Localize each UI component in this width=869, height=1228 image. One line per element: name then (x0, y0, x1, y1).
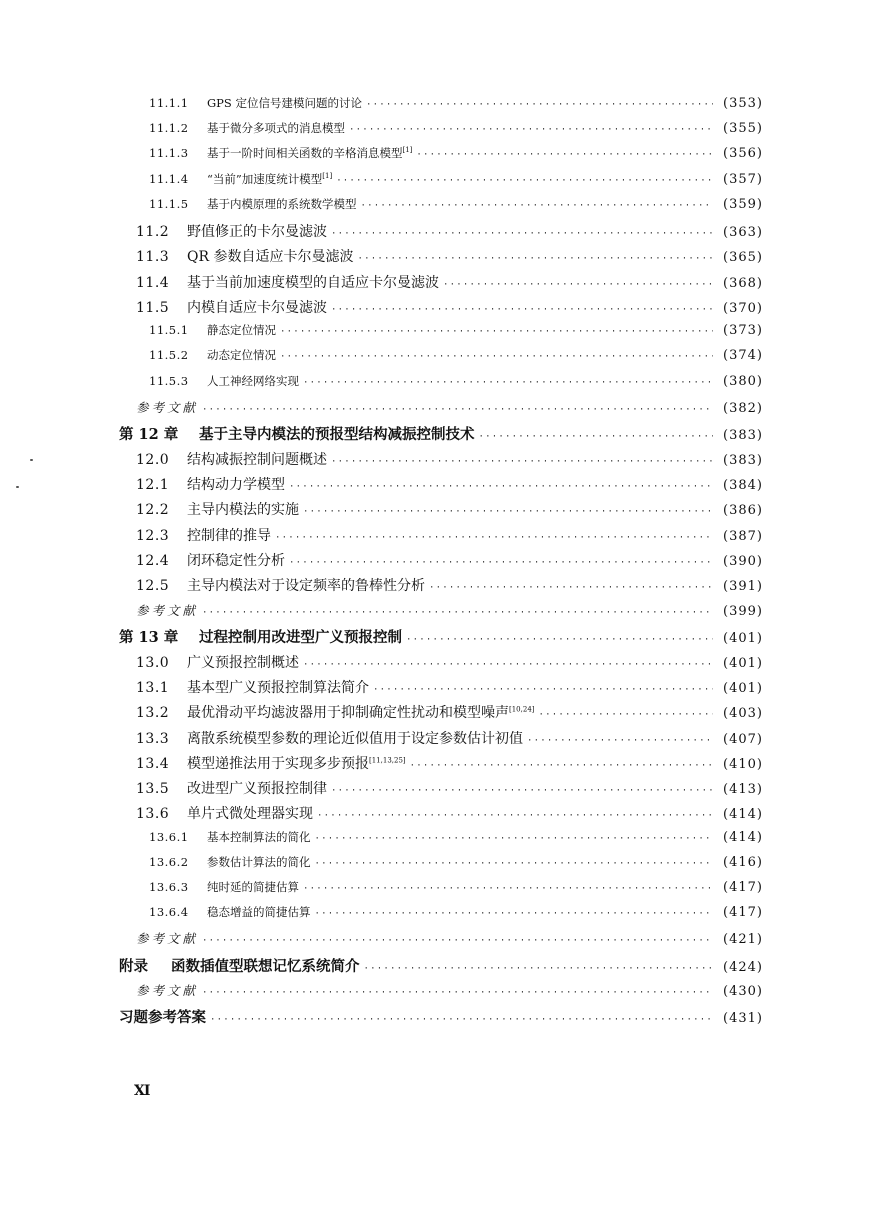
toc-entry-number: 11.1.5 (149, 196, 189, 211)
toc-entry-page: (417) (723, 905, 763, 921)
scan-speck (30, 459, 33, 461)
dot-leader (315, 834, 714, 844)
toc-entry-title-text: 改进型广义预报控制律 (187, 781, 327, 798)
citation-superscript: [1] (322, 171, 333, 180)
toc-entry-page: (407) (723, 731, 763, 747)
toc-entry-title (207, 904, 315, 920)
toc-entry-title-text: 结构动力学模型 (187, 477, 285, 494)
toc-entry (119, 499, 763, 524)
toc-entry-number: 12.2 (136, 502, 170, 519)
toc-entry-title-text: 基于内模原理的系统数学模型 (207, 196, 357, 211)
toc-entry-title-text: 闭环稳定性分析 (187, 552, 285, 569)
toc-entry-page: (357) (723, 171, 763, 187)
dot-leader (303, 507, 713, 517)
toc-entry (119, 95, 763, 120)
dot-leader (303, 660, 713, 670)
dot-leader (202, 936, 713, 946)
toc-entry-number: 12.0 (136, 451, 170, 468)
toc-entry-page: (399) (723, 603, 763, 619)
toc-entry (119, 1006, 763, 1032)
toc-entry (119, 297, 763, 322)
dot-leader (315, 859, 714, 869)
toc-entry-number: 12.4 (136, 552, 170, 569)
toc-entry-title-text: GPS 定位信号建模问题的讨论 (207, 96, 362, 110)
toc-entry (119, 803, 763, 828)
toc-entry-number: 11.1.1 (149, 96, 189, 110)
dot-leader (373, 685, 713, 695)
toc-entry-title-text: 最优滑动平均滤波器用于抑制确定性扰动和模型噪声 (187, 705, 509, 722)
dot-leader (202, 988, 713, 998)
toc-entry-page: (431) (723, 1011, 763, 1027)
toc-entry-title (187, 499, 303, 519)
toc-entry (119, 373, 763, 398)
toc-entry-page: (414) (723, 829, 763, 845)
dot-leader (331, 457, 713, 467)
toc-entry (119, 601, 763, 627)
toc-entry (119, 904, 763, 929)
toc-entry-page: (401) (723, 655, 763, 671)
toc-entry-page: (383) (723, 428, 763, 444)
toc-entry-number: 11.5 (136, 299, 170, 316)
toc-entry-number: 13.4 (136, 755, 170, 772)
dot-leader (289, 558, 713, 568)
toc-entry-title-text: 静态定位情况 (207, 323, 276, 338)
toc-entry-number: 11.5.3 (149, 373, 189, 388)
toc-entry-number: 第 12 章 (119, 426, 179, 444)
toc-entry-title-text: 广义预报控制概述 (187, 654, 299, 671)
toc-entry-title-text: 基于一阶时间相关函数的辛格消息模型 (207, 146, 403, 161)
toc-entry-title-text: 过程控制用改进型广义预报控制 (199, 629, 402, 647)
dot-leader (315, 909, 714, 919)
toc-entry-title (136, 929, 202, 947)
toc-entry-page: (414) (723, 807, 763, 823)
toc-entry-title (187, 677, 373, 697)
toc-entry-title (187, 449, 331, 469)
dot-leader (429, 583, 713, 593)
dot-leader (331, 229, 713, 239)
toc-entry-page: (386) (723, 503, 763, 519)
toc-entry-page: (416) (723, 854, 763, 870)
dot-leader (289, 482, 713, 492)
toc-entry-page: (359) (723, 196, 763, 212)
toc-entry-number: 13.2 (136, 705, 170, 722)
toc-entry-title (187, 550, 289, 570)
toc-entry-number: 13.6.4 (149, 905, 189, 920)
toc-entry-page: (424) (723, 959, 763, 975)
toc-entry-number: 11.4 (136, 274, 170, 291)
toc-entry-title-text: 参考文献 (136, 931, 199, 947)
toc-entry-page: (391) (723, 579, 763, 595)
dot-leader (479, 432, 714, 442)
toc-entry (119, 753, 763, 778)
toc-entry-page: (403) (723, 706, 763, 722)
scan-speck (16, 486, 19, 488)
dot-leader (361, 201, 714, 211)
toc-entry-number: 第 13 章 (119, 629, 179, 647)
toc-entry-title (187, 272, 443, 292)
toc-entry-title (187, 474, 289, 494)
toc-entry (119, 398, 763, 424)
toc-entry (119, 778, 763, 803)
dot-leader (210, 1015, 713, 1025)
toc-entry-page: (384) (723, 478, 763, 494)
toc-entry-number: 13.6.2 (149, 854, 189, 869)
citation-superscript: [10,24] (509, 705, 535, 714)
toc-entry-title-text: 离散系统模型参数的理论近似值用于设定参数估计初值 (187, 730, 523, 747)
toc-entry (119, 171, 763, 196)
toc-entry-title (119, 1006, 210, 1027)
dot-leader (275, 533, 713, 543)
toc-entry-page: (430) (723, 983, 763, 999)
toc-entry-number: 13.6 (136, 806, 170, 823)
dot-leader (349, 125, 713, 135)
dot-leader (280, 352, 713, 362)
toc-entry (119, 246, 763, 271)
toc-entry-title-text: 习题参考答案 (119, 1009, 206, 1027)
dot-leader (527, 736, 713, 746)
toc-entry-title (187, 221, 331, 241)
toc-entry-title-text: 参数估计算法的简化 (207, 854, 311, 869)
toc-entry-page: (382) (723, 400, 763, 416)
toc-entry-number: 13.6.1 (149, 829, 189, 844)
toc-entry-title (187, 246, 357, 266)
toc-entry-title-text: 模型递推法用于实现多步预报 (187, 755, 369, 772)
toc-entry-page: (374) (723, 348, 763, 364)
dot-leader (406, 635, 713, 645)
toc-entry (119, 120, 763, 145)
toc-entry-title-text: 参考文献 (136, 602, 199, 618)
toc-entry-title-text: 基本控制算法的简化 (207, 829, 311, 844)
toc-entry-title (207, 171, 336, 187)
toc-entry-number: 11.2 (136, 223, 170, 240)
toc-entry-title (187, 753, 410, 773)
toc-entry-page: (363) (723, 224, 763, 240)
toc-entry-title (187, 575, 429, 595)
toc-entry-title-text: 参考文献 (136, 982, 199, 998)
toc-entry-title (136, 601, 202, 619)
toc-entry-title-text: 控制律的推导 (187, 527, 271, 544)
toc-entry-page: (413) (723, 782, 763, 798)
dot-leader (331, 786, 713, 796)
toc-entry-number: 11.5.1 (149, 323, 189, 338)
toc-entry-page: (368) (723, 275, 763, 291)
dot-leader (317, 811, 713, 821)
toc-entry (119, 525, 763, 550)
toc-entry-number: 13.3 (136, 730, 170, 747)
toc-entry-page: (410) (723, 756, 763, 772)
toc-entry (119, 575, 763, 600)
toc-entry (119, 196, 763, 221)
dot-leader (366, 100, 713, 110)
toc-entry-number: 11.1.4 (149, 171, 189, 186)
toc-entry-title (207, 120, 349, 136)
toc-entry-title-text: 基于当前加速度模型的自适应卡尔曼滤波 (187, 274, 439, 291)
toc-entry (119, 854, 763, 879)
dot-leader (303, 884, 713, 894)
toc-entry (119, 322, 763, 347)
toc-entry-title (207, 145, 416, 161)
toc-entry-page: (401) (723, 631, 763, 647)
toc-entry-page: (370) (723, 300, 763, 316)
toc-entry (119, 347, 763, 372)
toc-entry-page: (390) (723, 553, 763, 569)
toc-entry-title-text: 人工神经网络实现 (207, 373, 299, 388)
toc-entry-page: (421) (723, 932, 763, 948)
dot-leader (202, 405, 713, 415)
toc-entry-title-text: 野值修正的卡尔曼滤波 (187, 223, 327, 240)
toc-entry-title (136, 398, 202, 416)
toc-entry-number: 13.1 (136, 679, 170, 696)
toc-entry-title (199, 423, 479, 444)
toc-entry (119, 929, 763, 955)
citation-superscript: [1] (402, 146, 413, 155)
toc-entry-number: 13.0 (136, 654, 170, 671)
toc-entry-number: 11.1.3 (149, 146, 189, 161)
toc-entry-title-text: 稳态增益的简捷估算 (207, 905, 311, 920)
toc-entry-number: 11.5.2 (149, 348, 189, 363)
toc-entry-page: (355) (723, 121, 763, 137)
dot-leader (331, 305, 713, 315)
toc-entry (119, 728, 763, 753)
dot-leader (443, 280, 713, 290)
toc-entry-title (207, 373, 303, 389)
toc-entry-page: (365) (723, 250, 763, 266)
toc-entry-number: 12.5 (136, 578, 170, 595)
toc-entry-number: 12.3 (136, 527, 170, 544)
dot-leader (539, 710, 713, 720)
toc-entry (119, 449, 763, 474)
toc-entry-title-text: 单片式微处理器实现 (187, 806, 313, 823)
toc-entry-title (207, 879, 303, 895)
dot-leader (336, 176, 713, 186)
toc-entry-page: (417) (723, 880, 763, 896)
dot-leader (416, 150, 713, 160)
toc-entry (119, 702, 763, 727)
toc-entry-number: 13.5 (136, 781, 170, 798)
toc-entry-title (207, 322, 280, 338)
toc-entry-title (207, 347, 280, 363)
dot-leader (303, 378, 713, 388)
toc-entry-page: (387) (723, 528, 763, 544)
toc-entry-page: (380) (723, 373, 763, 389)
toc-entry (119, 550, 763, 575)
toc-entry (119, 879, 763, 904)
toc-entry-number: 11.1.2 (149, 121, 189, 136)
toc-entry-title (187, 778, 331, 798)
toc-entry-title-text: 函数插值型联想记忆系统简介 (171, 957, 360, 975)
toc-entry-title (171, 955, 364, 976)
toc-entry-title-text: 基本型广义预报控制算法简介 (187, 679, 369, 696)
toc-entry (119, 677, 763, 702)
toc-entry-page: (373) (723, 323, 763, 339)
toc-entry-title (187, 803, 317, 823)
toc-entry-page: (401) (723, 680, 763, 696)
dot-leader (364, 964, 714, 974)
toc-entry-number: 附录 (119, 957, 148, 975)
table-of-contents (119, 95, 763, 1032)
toc-entry-title (199, 626, 406, 647)
citation-superscript: [11,13,25] (369, 756, 406, 765)
toc-entry (119, 626, 763, 652)
toc-entry-title-text: 主导内模法对于设定频率的鲁棒性分析 (187, 578, 425, 595)
page-number: XI (134, 1083, 150, 1099)
toc-entry-number: 13.6.3 (149, 880, 189, 895)
toc-entry (119, 474, 763, 499)
toc-entry-title (187, 525, 275, 545)
toc-entry (119, 145, 763, 170)
dot-leader (202, 608, 713, 618)
toc-entry-title-text: “当前”加速度统计模型 (207, 171, 323, 186)
toc-entry-title (207, 854, 315, 870)
toc-entry-page: (353) (723, 96, 763, 111)
toc-entry-page: (356) (723, 146, 763, 162)
toc-entry-number: 12.1 (136, 477, 170, 494)
toc-entry-title (187, 297, 331, 317)
toc-entry-title-text: 纯时延的简捷估算 (207, 880, 299, 895)
toc-entry (119, 829, 763, 854)
toc-entry-title-text: 动态定位情况 (207, 348, 276, 363)
toc-entry-title-text: QR 参数自适应卡尔曼滤波 (187, 249, 354, 266)
toc-entry (119, 652, 763, 677)
toc-entry (119, 981, 763, 1007)
toc-entry (119, 955, 763, 981)
toc-entry (119, 272, 763, 297)
toc-entry-title (187, 652, 303, 672)
toc-entry-page: (383) (723, 452, 763, 468)
toc-entry-title-text: 基于主导内模法的预报型结构减振控制技术 (199, 426, 475, 444)
toc-entry-title-text: 内模自适应卡尔曼滤波 (187, 299, 327, 316)
toc-entry-title (136, 981, 202, 999)
toc-entry-title (207, 829, 315, 845)
toc-entry-number: 11.3 (136, 249, 170, 266)
toc-entry-title-text: 结构减振控制问题概述 (187, 451, 327, 468)
toc-entry (119, 423, 763, 449)
toc-entry-title (207, 95, 366, 111)
toc-entry (119, 221, 763, 246)
toc-entry-title-text: 参考文献 (136, 399, 199, 415)
dot-leader (280, 327, 713, 337)
dot-leader (410, 761, 713, 771)
toc-entry-title (207, 196, 361, 212)
toc-entry-title-text: 主导内模法的实施 (187, 502, 299, 519)
dot-leader (357, 254, 713, 264)
toc-entry-title-text: 基于微分多项式的消息模型 (207, 121, 345, 136)
toc-entry-title (187, 728, 527, 748)
toc-entry-title (187, 702, 539, 722)
